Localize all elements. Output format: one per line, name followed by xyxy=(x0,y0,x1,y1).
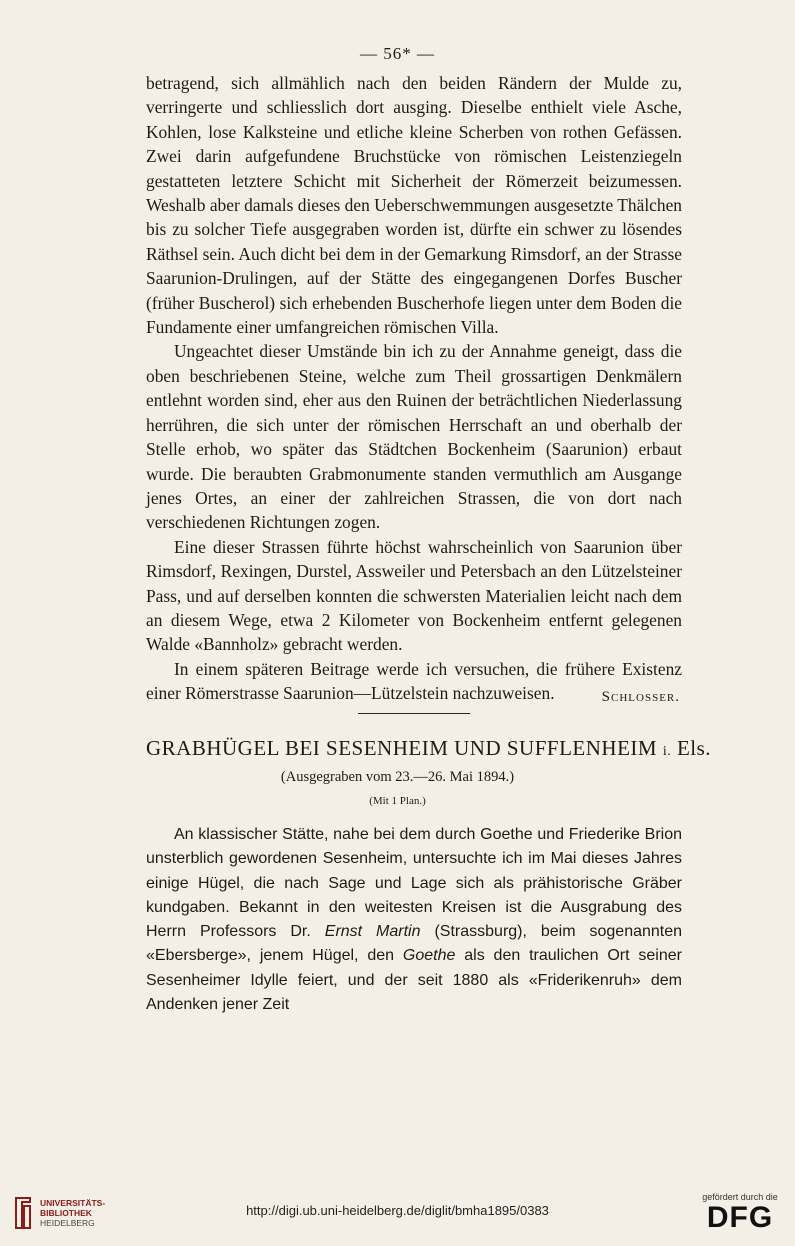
person-name: Ernst Martin xyxy=(324,923,421,941)
author-abbrev: Els. xyxy=(676,736,712,760)
dfg-logo xyxy=(695,1192,785,1234)
author-signature: Schlosser. xyxy=(601,689,680,705)
person-name: Goethe xyxy=(402,947,456,965)
text-segment: (Strassburg), beim sogenannten «Ebersberge», jenem Hügel, den xyxy=(146,923,683,965)
section-divider xyxy=(358,713,470,714)
author-initial: i. xyxy=(662,744,672,759)
footer xyxy=(0,1188,795,1246)
section-heading xyxy=(146,736,712,761)
paragraph xyxy=(146,823,682,1017)
library-city: HEIDELBERG xyxy=(40,1218,95,1228)
text-segment: An klassischer Stätte, nahe bei dem durch Goethe und Friederike Brion unsterblich gewordenen Sesenheim, untersuchte ich im Mai dieses Jahres einige Hügel, die nach Sage und Lage sich als prähistorische Gräber kundgaben. Bekannt in den weitesten Kreisen ist die Ausgrabung des Herrn Professors Dr. xyxy=(146,826,682,941)
text-segment: als den traulichen Ort seiner Sesenheimer Idylle feiert, und der seit 1880 als «Friderikenruh» dem Andenken jener Zeit xyxy=(146,947,682,1014)
body-text-1 xyxy=(146,71,682,706)
section-subtitle: (Ausgegraben vom 23.—26. Mai 1894.) xyxy=(280,769,515,785)
page-number: — 56* — xyxy=(360,44,435,63)
paragraph: betragend, sich allmählich nach den beiden Rändern der Mulde zu, verringerte und schliesslich dort ausging. Dieselbe enthielt viele Asche, Kohlen, lose Kalksteine und etliche kleine Scherben von rothen Gefässen. Zwei darin aufgefundene Bruchstücke von römischen Leistenziegeln gestatteten letztere Schicht mit Sicherheit der Römerzeit beizumessen. Weshalb aber damals dieses den Ueberschwemmungen ausgesetzte Thälchen bis zu solcher Tiefe ausgegraben worden ist, dürfte ein schwer zu lösendes Räthsel sein. Auch dicht bei dem in der Gemarkung Rimsdorf, an der Strasse Saarunion-Drulingen, auf der Stätte des eingegangenen Dorfes Buscher (früher Buscherol) sich erhebenden Buscherhofe liegen unter dem Boden die Fundamente einer umfangreichen römischen Villa. xyxy=(146,73,682,338)
paragraph: In einem späteren Beitrage werde ich versuchen, die frühere Existenz einer Römerstrasse Saarunion—Lützelstein nachzuweisen. xyxy=(146,658,682,704)
paragraph: Eine dieser Strassen führte höchst wahrscheinlich von Saarunion über Rimsdorf, Rexingen, Durstel, Assweiler und Petersbach an den Lützelsteiner Pass, und auf derselben konnten die schwersten Materialien leicht nach dem an diesem Wege, etwa 2 Kilometer von Bockenheim entfernt gelegenen Walde «Bannholz» gebracht werden. xyxy=(146,536,682,655)
library-line: BIBLIOTHEK xyxy=(40,1208,92,1218)
dfg-mark: DFG xyxy=(706,1201,774,1234)
body-text-2 xyxy=(146,823,682,1017)
paragraph: Ungeachtet dieser Umstände bin ich zu der Annahme geneigt, dass die oben beschriebenen Steine, welche zum Theil grossartigen Denkmälern entlehnt worden sind, eher aus den Ruinen der beträchtlichen Niederlassung herrühren, die sich unter der römischen Herrschaft an und oberhalb der Stelle erhob, wo später das Städtchen Bockenheim (Saarunion) erbaut wurde. Die beraubten Grabmonumente standen vermuthlich am Ausgange jenes Ortes, an einer der zahlreichen Strassen, die von dort nach verschiedenen Richtungen zogen. xyxy=(146,341,682,533)
funded-by-label: gefördert durch die xyxy=(702,1192,778,1202)
source-url[interactable]: http://digi.ub.uni-heidelberg.de/diglit/bmha1895/0383 xyxy=(246,1203,549,1218)
plan-note: (Mit 1 Plan.) xyxy=(369,795,426,807)
library-line: UNIVERSITÄTS- xyxy=(40,1198,106,1208)
section-title: GRABHÜGEL BEI SESENHEIM UND SUFFLENHEIM xyxy=(146,736,658,760)
